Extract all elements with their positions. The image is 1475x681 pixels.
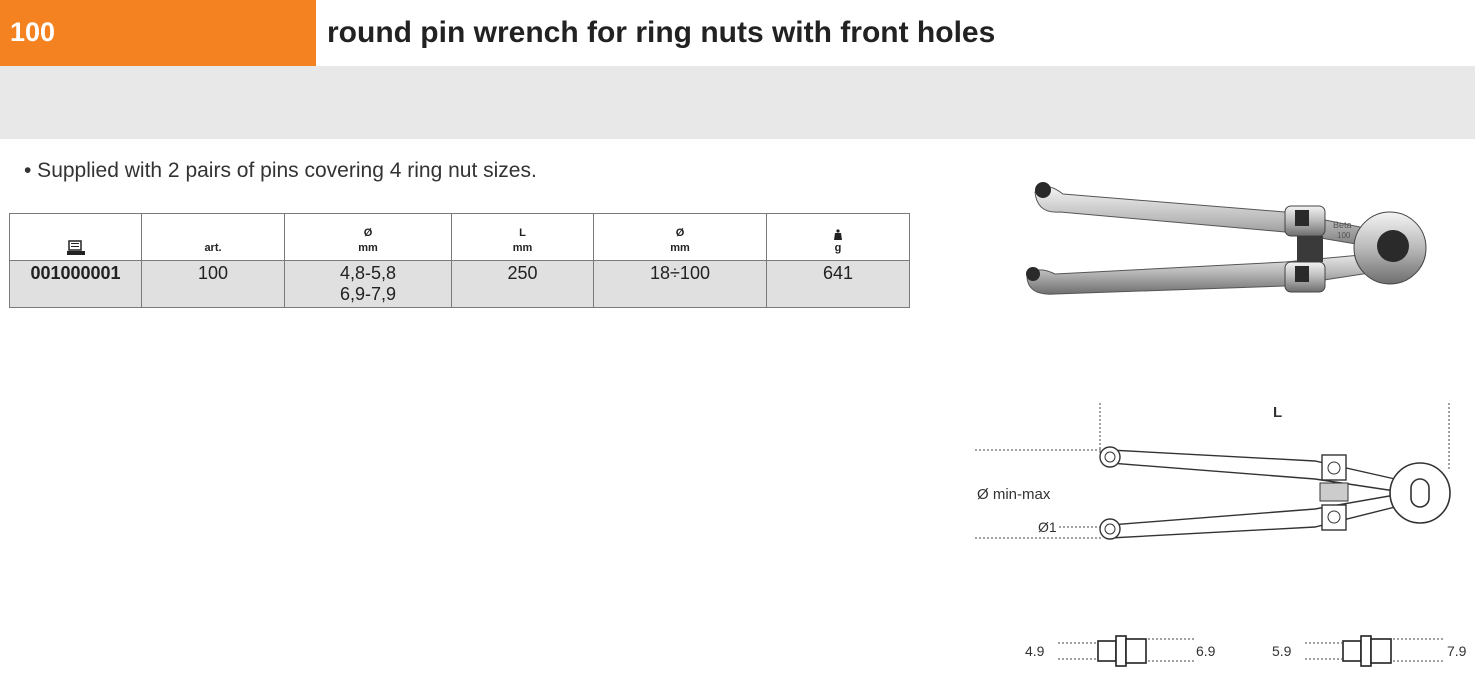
product-code-box [0,0,316,66]
col-art-header [142,214,285,261]
wrench-photo [1015,170,1445,320]
col-art-unit: art. [204,242,222,254]
cell-pin-dia [285,261,452,308]
pin2-right-label: 7.9 [1447,643,1467,659]
code-icon [66,240,86,256]
cell-range: 18÷100 [594,261,767,308]
cell-pin-dia-2: 6,9-7,9 [339,284,397,304]
table-header-row [10,214,910,261]
col-range-header [594,214,767,261]
pin-label: Ø1 [1038,519,1057,535]
col-range-sym: Ø [675,227,685,239]
product-code: 100 [10,17,56,47]
pin-1 [1025,636,1216,666]
cell-length: 250 [452,261,594,308]
pin-2 [1272,636,1467,666]
col-pin-dia-sym: Ø [363,227,373,239]
col-length-unit: mm [512,242,533,254]
grey-band [0,66,1475,139]
col-code-header [10,214,142,261]
pin2-left-label: 5.9 [1272,643,1292,659]
col-length-sym: L [519,227,526,239]
col-length-header [452,214,594,261]
page-title: round pin wrench for ring nuts with front holes [327,16,996,49]
photo-brand-text: Beta [1333,220,1352,230]
col-range-unit: mm [670,242,690,254]
cell-code: 001000001 [10,261,142,308]
length-label: L [1273,404,1283,421]
feature-bullet: • Supplied with 2 pairs of pins covering 4 ring nut sizes. [24,159,537,182]
photo-model-text: 100 [1337,231,1351,240]
col-pin-dia-header [285,214,452,261]
header-bar [0,0,1475,66]
table-row [10,261,910,308]
pin-sizes-diagram [1020,625,1475,675]
cell-weight: 641 [767,261,910,308]
col-weight-header [767,214,910,261]
pin1-right-label: 6.9 [1196,643,1216,659]
pin1-left-label: 4.9 [1025,643,1045,659]
dimension-diagram [975,395,1475,555]
spec-table [9,213,910,308]
col-weight-unit: g [834,242,842,254]
col-pin-dia-unit: mm [358,242,378,254]
range-label: Ø min-max [977,486,1051,503]
cell-art: 100 [142,261,285,308]
weight-icon [832,229,844,241]
cell-pin-dia-1: 4,8-5,8 [339,263,397,283]
